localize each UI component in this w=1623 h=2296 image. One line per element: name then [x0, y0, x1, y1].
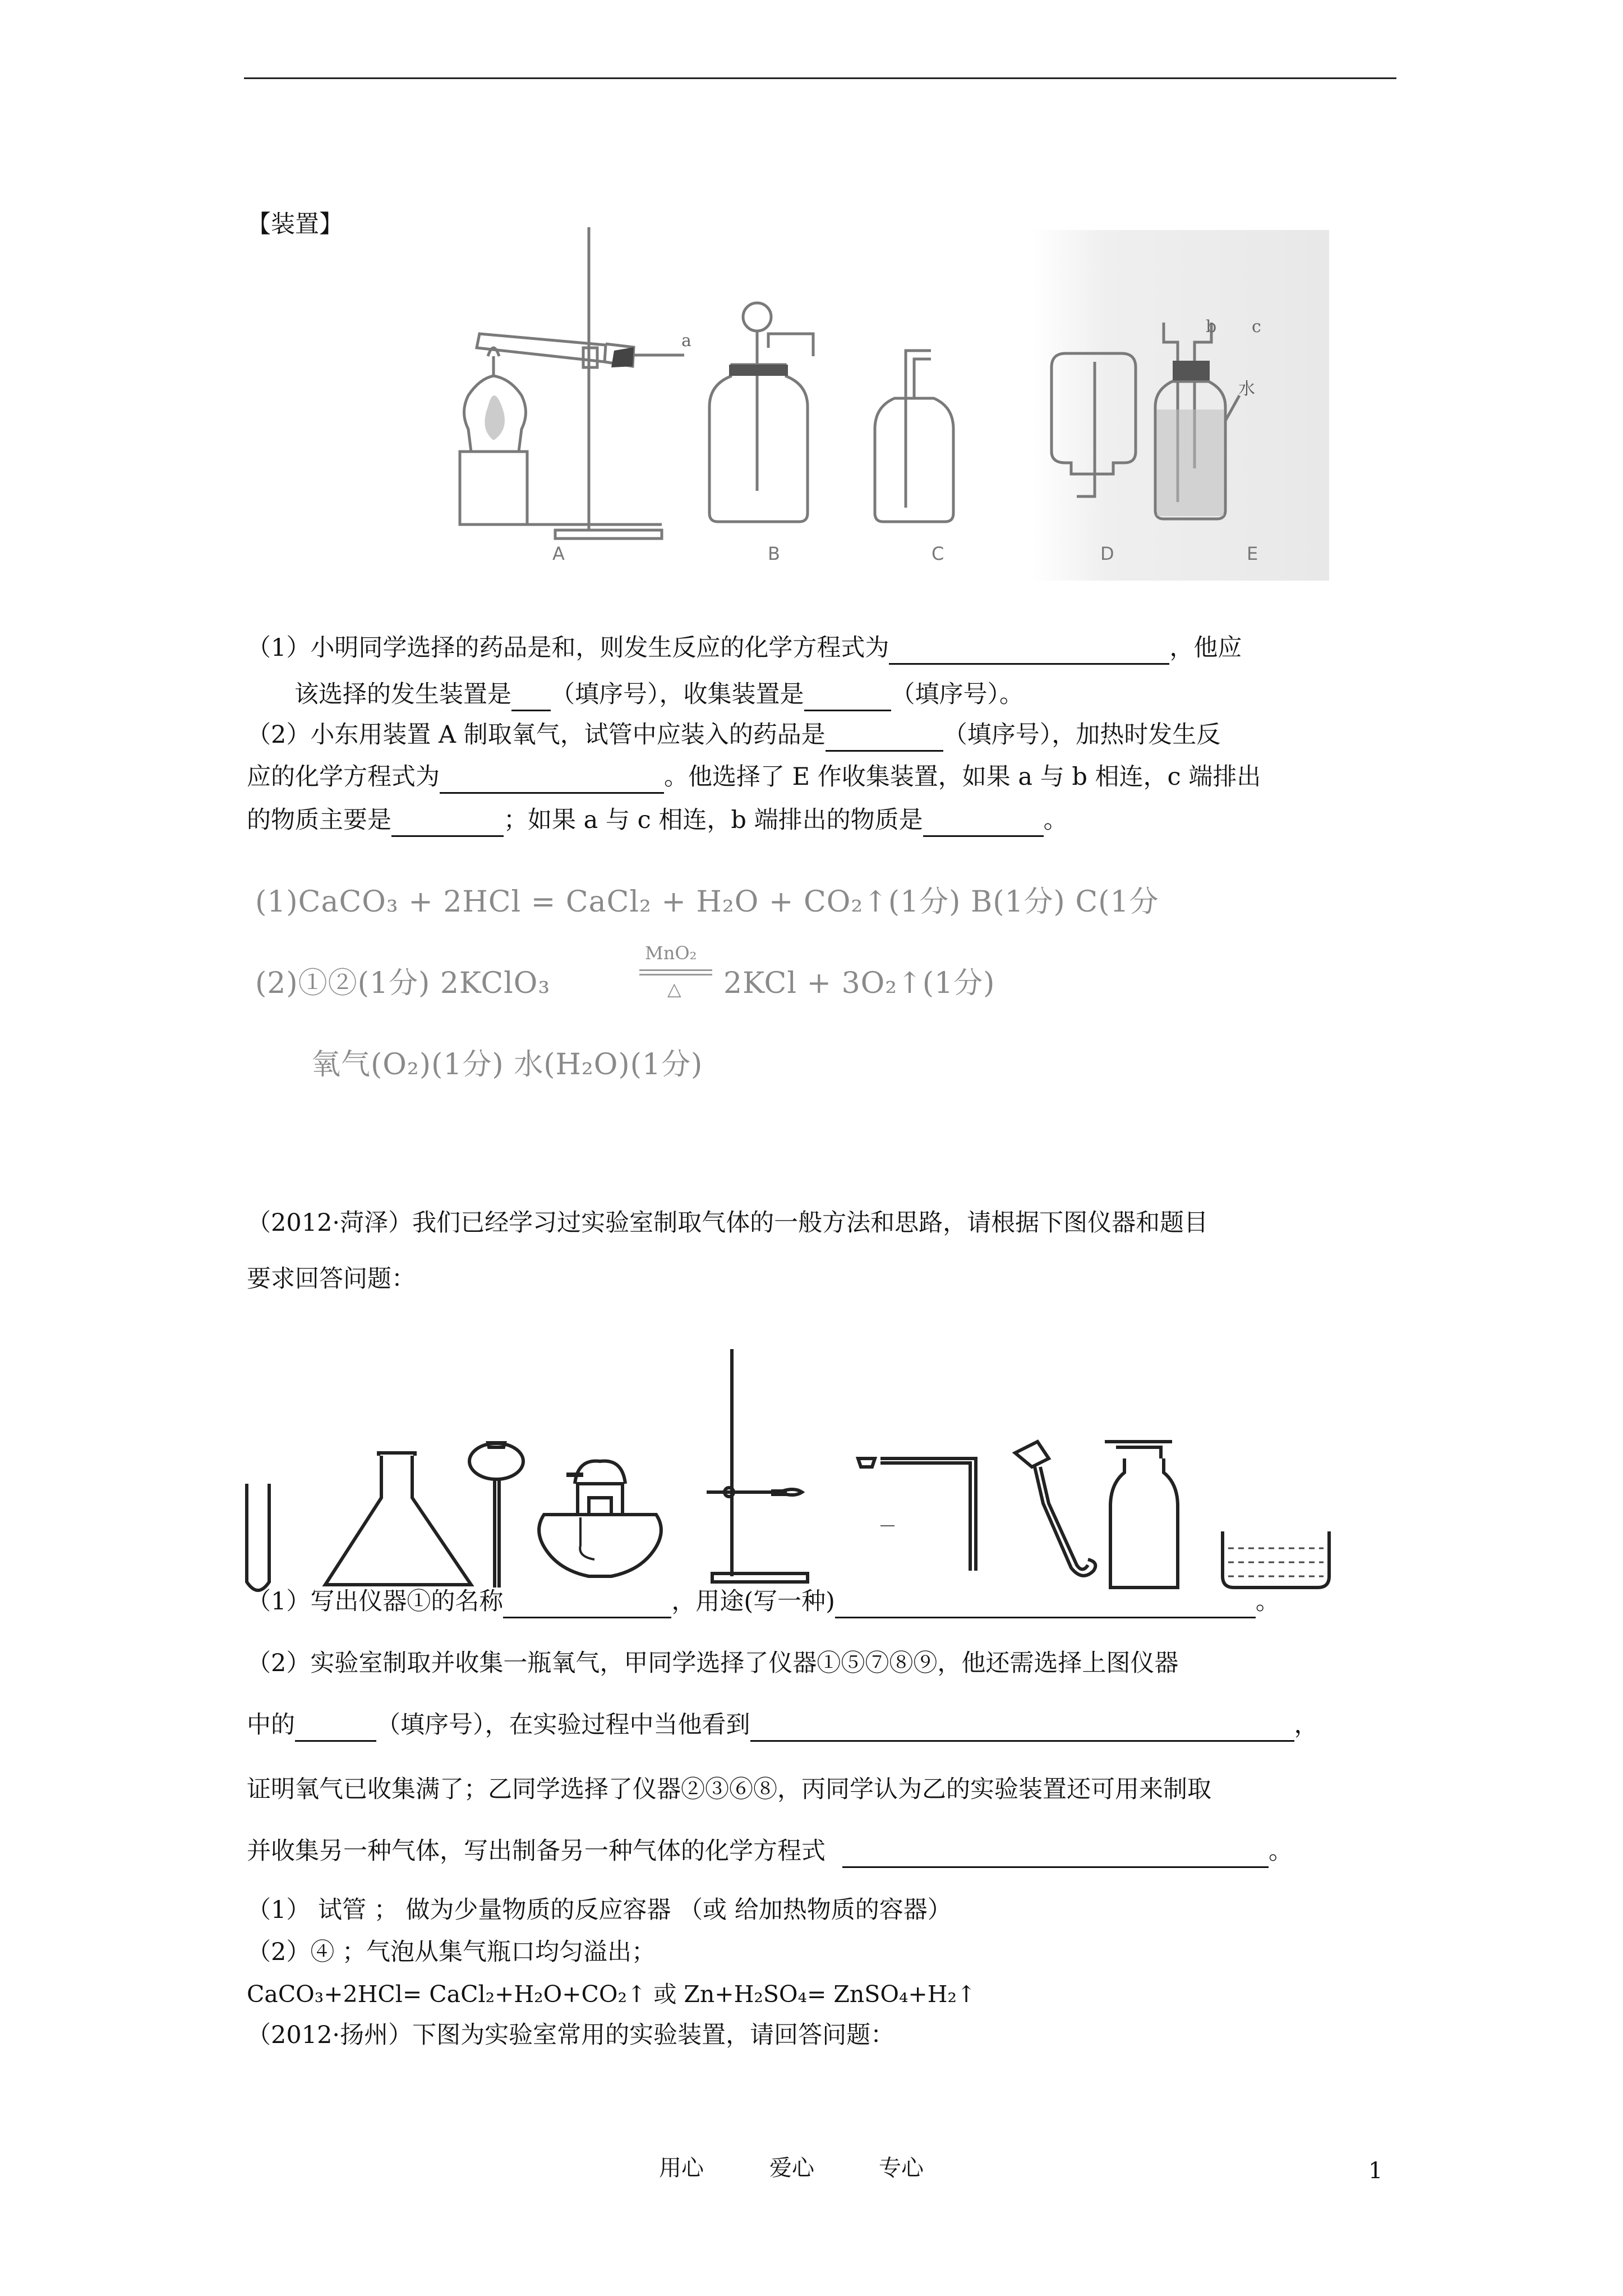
figure-label-c: C: [932, 543, 944, 564]
scan-answer-arrow-line: [639, 969, 712, 971]
q2-part1-b: ，用途(写一种): [671, 1588, 835, 1616]
q1-line3-b: （填序号），加热时发生反: [943, 721, 1221, 749]
q1-line4-b: 。他选择了 E 作收集装置，如果 a 与 b 相连，c 端排出: [664, 763, 1261, 791]
scan-answer-line3: 氧气(O₂)(1分) 水(H₂O)(1分): [311, 1048, 703, 1082]
q1-line4: [247, 760, 1261, 794]
q1-line5-c: 。: [1043, 806, 1068, 834]
port-b-label: b: [1206, 317, 1217, 337]
q2-answer-blank-4[interactable]: [750, 1714, 1294, 1742]
q2-part5-a: 并收集另一种气体，写出制备另一种气体的化学方程式: [247, 1837, 826, 1865]
q1-line1-suffix: ，他应: [1169, 634, 1242, 662]
q1-answer-blank-5[interactable]: [440, 766, 664, 794]
q1-answer-blank-2[interactable]: [511, 684, 551, 711]
q1-answer-blank-6[interactable]: [391, 809, 504, 837]
q1-line2: [294, 678, 1023, 711]
q1-line1: [247, 631, 1242, 665]
q2-answer-blank-3[interactable]: [295, 1714, 376, 1742]
q1-line5-a: 的物质主要是: [247, 806, 391, 834]
q2-part2: （2）实验室制取并收集一瓶氧气，甲同学选择了仪器①⑤⑦⑧⑨，他还需选择上图仪器: [247, 1649, 1179, 1677]
q1-line4-a: 应的化学方程式为: [247, 763, 440, 791]
q1-line2-b: （填序号），收集装置是: [551, 680, 804, 708]
q2-answer-2: （2）④ ；气泡从集气瓶口均匀溢出；: [247, 1938, 656, 1966]
q2-answer-3: CaCO₃+2HCl= CaCl₂+H₂O+CO₂↑ 或 Zn+H₂SO₄= ZnSO₄+H₂↑: [247, 1981, 976, 2008]
q1-line2-a: 该选择的发生装置是: [294, 680, 511, 708]
scan-answer-heat: △: [667, 978, 681, 1000]
q1-line2-c: （填序号）。: [891, 680, 1023, 708]
q1-line1-prefix: （1）小明同学选择的药品是和，则发生反应的化学方程式为: [247, 634, 889, 662]
q2-answer-blank-1[interactable]: [503, 1591, 671, 1618]
q2-part3: [247, 1708, 1318, 1742]
q1-line3-a: （2）小东用装置 A 制取氧气，试管中应装入的药品是: [247, 721, 826, 749]
figure-apparatus-a-e: [426, 227, 1335, 586]
figure-instruments: [241, 1346, 1464, 1593]
q2-part1-c: 。: [1255, 1588, 1280, 1616]
scan-answer-line1: (1)CaCO₃ + 2HCl = CaCl₂ + H₂O + CO₂↑(1分) B(1分) C(1分: [255, 885, 1159, 919]
scan-answer-line2b: 2KCl + 3O₂↑(1分): [723, 967, 995, 1000]
q2-part3-a: 中的: [247, 1711, 295, 1739]
figure-label-b: B: [768, 543, 780, 564]
figure-label-d: D: [1100, 543, 1114, 564]
water-label: 水: [1238, 379, 1255, 399]
q2-answer-blank-2[interactable]: [835, 1591, 1256, 1618]
figure-label-e: E: [1247, 543, 1258, 564]
section-label: 【装置】: [247, 210, 343, 238]
port-a-label: a: [681, 331, 691, 351]
q2-part5-b: 。: [1269, 1837, 1293, 1865]
q2-part3-b: （填序号），在实验过程中当他看到: [376, 1711, 750, 1739]
q2-answer-1: （1） 试管 ； 做为少量物质的反应容器 （或 给加热物质的容器）: [247, 1896, 952, 1924]
header-rule: [244, 77, 1396, 79]
q2-part1-a: （1）写出仪器①的名称: [247, 1588, 504, 1616]
q1-answer-blank-7[interactable]: [923, 809, 1044, 837]
next-question: （2012·扬州）下图为实验室常用的实验装置，请回答问题：: [247, 2021, 895, 2049]
scan-answer-arrow-line-2: [639, 974, 712, 976]
q2-intro-2: 要求回答问题：: [247, 1265, 416, 1293]
q1-answer-blank-3[interactable]: [804, 684, 891, 711]
q2-part5: [247, 1834, 1293, 1868]
q2-answer-blank-5[interactable]: [842, 1841, 1269, 1868]
scan-answer-catalyst: MnO₂: [645, 942, 697, 964]
q2-part3-c: ，: [1294, 1711, 1318, 1739]
footer-motto-3: 专心: [879, 2155, 924, 2181]
q1-answer-blank-1[interactable]: [889, 637, 1169, 665]
q1-answer-blank-4[interactable]: [826, 724, 943, 752]
footer-motto-1: 用心: [659, 2155, 704, 2181]
port-c-label: c: [1252, 317, 1261, 337]
figure-label-a: A: [552, 543, 565, 564]
q2-part4: 证明氧气已收集满了；乙同学选择了仪器②③⑥⑧，丙同学认为乙的实验装置还可用来制取: [247, 1775, 1211, 1803]
q1-line3: [247, 718, 1220, 752]
scan-answer-line2a: (2)①②(1分) 2KClO₃: [255, 967, 551, 1000]
footer-motto-2: 爱心: [769, 2155, 814, 2181]
q1-line5: [247, 803, 1068, 837]
q2-intro-1: （2012·菏泽）我们已经学习过实验室制取气体的一般方法和思路，请根据下图仪器和题目: [247, 1209, 1209, 1237]
page-number: 1: [1368, 2158, 1383, 2184]
q1-line5-b: ；如果 a 与 c 相连，b 端排出的物质是: [504, 806, 923, 834]
q2-part1: [247, 1585, 1280, 1618]
